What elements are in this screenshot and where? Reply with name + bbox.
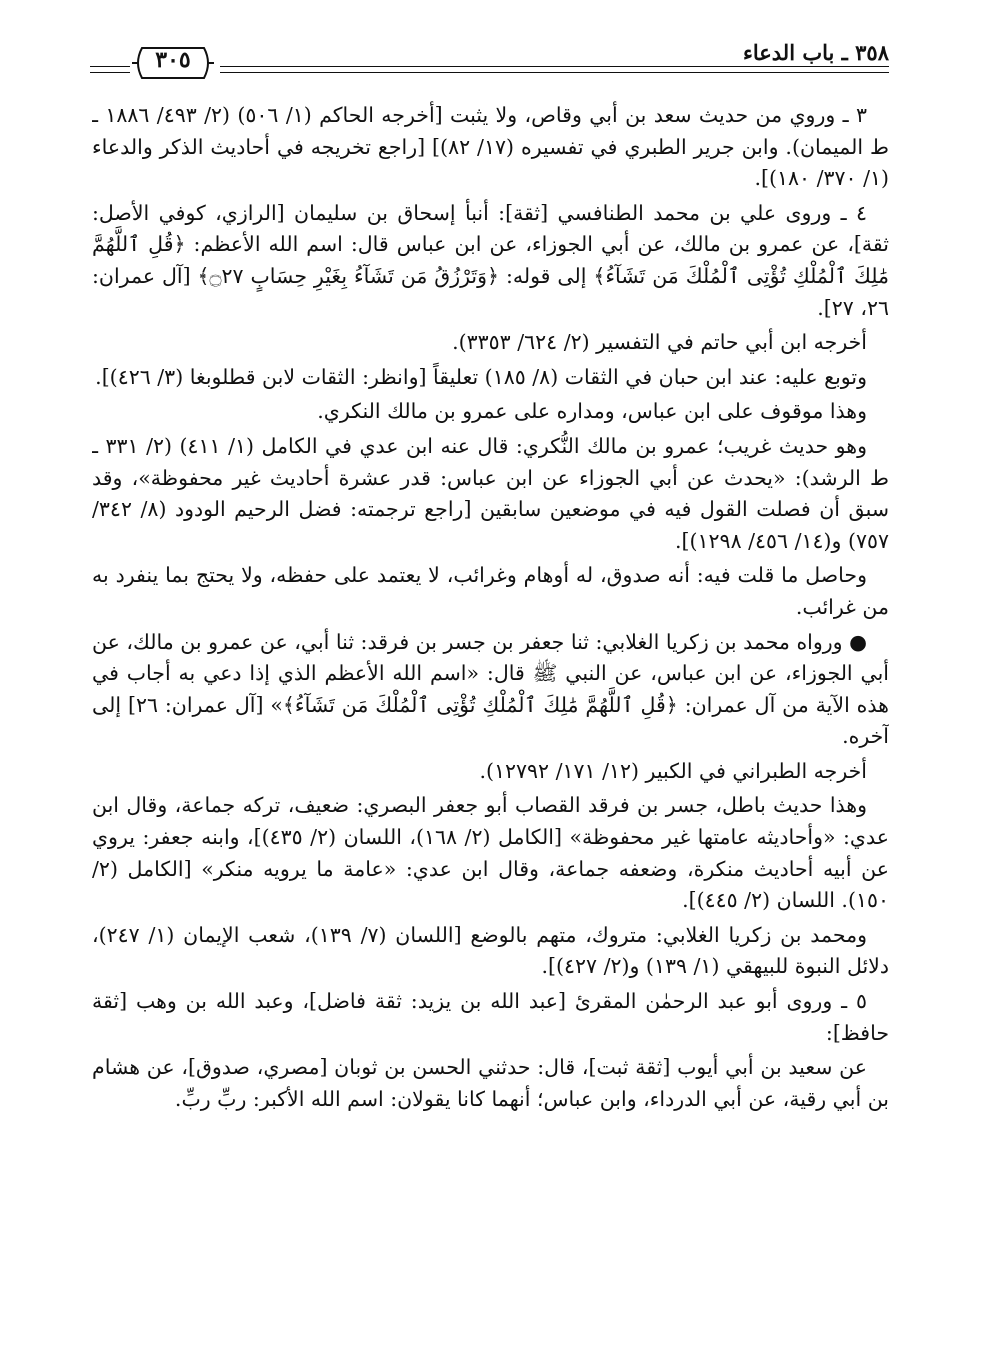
paragraph: ٣ ـ وروي من حديث سعد بن أبي وقاص، ولا يثبت [أخرجه الحاكم (١/ ٥٠٦) (٢/ ٤٩٣/ ١٨٨٦ ـ ط الميمان). وابن جرير الطبري في تفسيره (١٧/ ٨٢)] [راجع تخريجه في أحاديث الذكر والدعاء (١/ ٣٧٠/ ١٨٠)]. xyxy=(92,103,889,191)
paragraph: ومحمد بن زكريا الغلابي: متروك، متهم بالوضع [اللسان (٧/ ١٣٩)، شعب الإيمان (١/ ٢٤٧)، دلائل النبوة للبيهقي (١/ ١٣٩) و(٢/ ٤٢٧)]. xyxy=(92,922,889,979)
header-rule xyxy=(220,66,889,67)
paragraph: عن سعيد بن أبي أيوب [ثقة ثبت]، قال: حدثني الحسن بن ثوبان [مصري، صدوق]، عن هشام بن أبي رقية، عن أبي الدرداء، وابن عباس؛ أنهما كانا يقولان: اسم الله الأكبر: ربِّ ربِّ. xyxy=(92,1055,889,1111)
paragraph: ● ورواه محمد بن زكريا الغلابي: ثنا جعفر بن جسر بن فرقد: ثنا أبي، عن عمرو بن مالك، عن أبي الجوزاء، عن ابن عباس، عن النبي ﷺ قال: «اسم الله الأعظم الذي إذا دعي به أجاب في هذه الآية من آل عمران: ﴿قُلِ ٱللَّهُمَّ مَٰلِكَ ٱلْمُلْكِ تُؤْتِى ٱلْمُلْكَ مَن تَشَآءُ﴾» [آل عمران: ٢٦] إلى آخره. xyxy=(92,629,889,749)
paragraph: وتوبع عليه: عند ابن حبان في الثقات (٨/ ١٨٥) تعليقاً [وانظر: الثقات لابن قطلوبغا (٣/ ٤٢٦)]. xyxy=(95,364,867,389)
paragraph: وهو حديث غريب؛ عمرو بن مالك النُّكري: قال عنه ابن عدي في الكامل (١/ ٤١١) (٢/ ٣٣١ ـ ط الرشد): «يحدث عن أبي الجوزاء عن ابن عباس: قدر عشرة أحاديث غير محفوظة»، وقد سبق أن فصلت القول فيه في موضعين سابقين [راجع ترجمته: فضل الرحيم الودود (٨/ ٣٤٢/ ٧٥٧) و(١٤/ ٤٥٦/ ١٢٩٨)]. xyxy=(92,433,889,553)
page-number: ٣٠٥ xyxy=(155,47,191,73)
running-title: ٣٥٨ ـ باب الدعاء xyxy=(742,40,889,65)
page-header xyxy=(90,36,889,92)
header-rule xyxy=(220,72,889,73)
paragraph: وهذا موقوف على ابن عباس، ومداره على عمرو بن مالك النكري. xyxy=(317,399,867,424)
paragraph: ٥ ـ وروى أبو عبد الرحمٰن المقرئ [عبد الله بن يزيد: ثقة فاضل]، وعبد الله بن وهب [ثقة حافظ]: xyxy=(92,989,889,1045)
paragraph: أخرجه الطبراني في الكبير (١٢/ ١٧١/ ١٢٧٩٢). xyxy=(479,758,867,783)
page-number-frame xyxy=(132,44,214,82)
header-rule xyxy=(90,66,130,67)
paragraph: وحاصل ما قلت فيه: أنه صدوق، له أوهام وغرائب، لا يعتمد على حفظه، ولا يحتج بما ينفرد به من غرائب. xyxy=(92,563,889,619)
header-rule xyxy=(90,72,130,73)
paragraph: أخرجه ابن أبي حاتم في التفسير (٢/ ٦٢٤/ ٣٣٥٣). xyxy=(452,330,867,355)
paragraph: وهذا حديث باطل، جسر بن فرقد القصاب أبو جعفر البصري: ضعيف، تركه جماعة، وقال ابن عدي: «وأحاديثه عامتها غير محفوظة» [الكامل (٢/ ١٦٨)، اللسان (٢/ ٤٣٥)]، وابنه جعفر: يروي عن أبيه أحاديث منكرة، وضعفه جماعة، وقال ابن عدي: «عامة ما يرويه منكر» [الكامل (٢/ ١٥٠). اللسان (٢/ ٤٤٥)]. xyxy=(92,793,889,913)
text-body xyxy=(92,100,889,1319)
paragraph: ٤ ـ وروى علي بن محمد الطنافسي [ثقة]: أنبأ إسحاق بن سليمان [الرازي، كوفي الأصل: ثقة]، عن عمرو بن مالك، عن أبي الجوزاء، عن ابن عباس قال: اسم الله الأعظم: ﴿قُلِ ٱللَّهُمَّ مَٰلِكَ ٱلْمُلْكِ تُؤْتِى ٱلْمُلْكَ مَن تَشَآءُ﴾ إلى قوله: ﴿وَتَرْزُقُ مَن تَشَآءُ بِغَيْرِ حِسَابٍ ۝٢٧﴾ [آل عمران: ٢٦، ٢٧]. xyxy=(92,200,889,320)
